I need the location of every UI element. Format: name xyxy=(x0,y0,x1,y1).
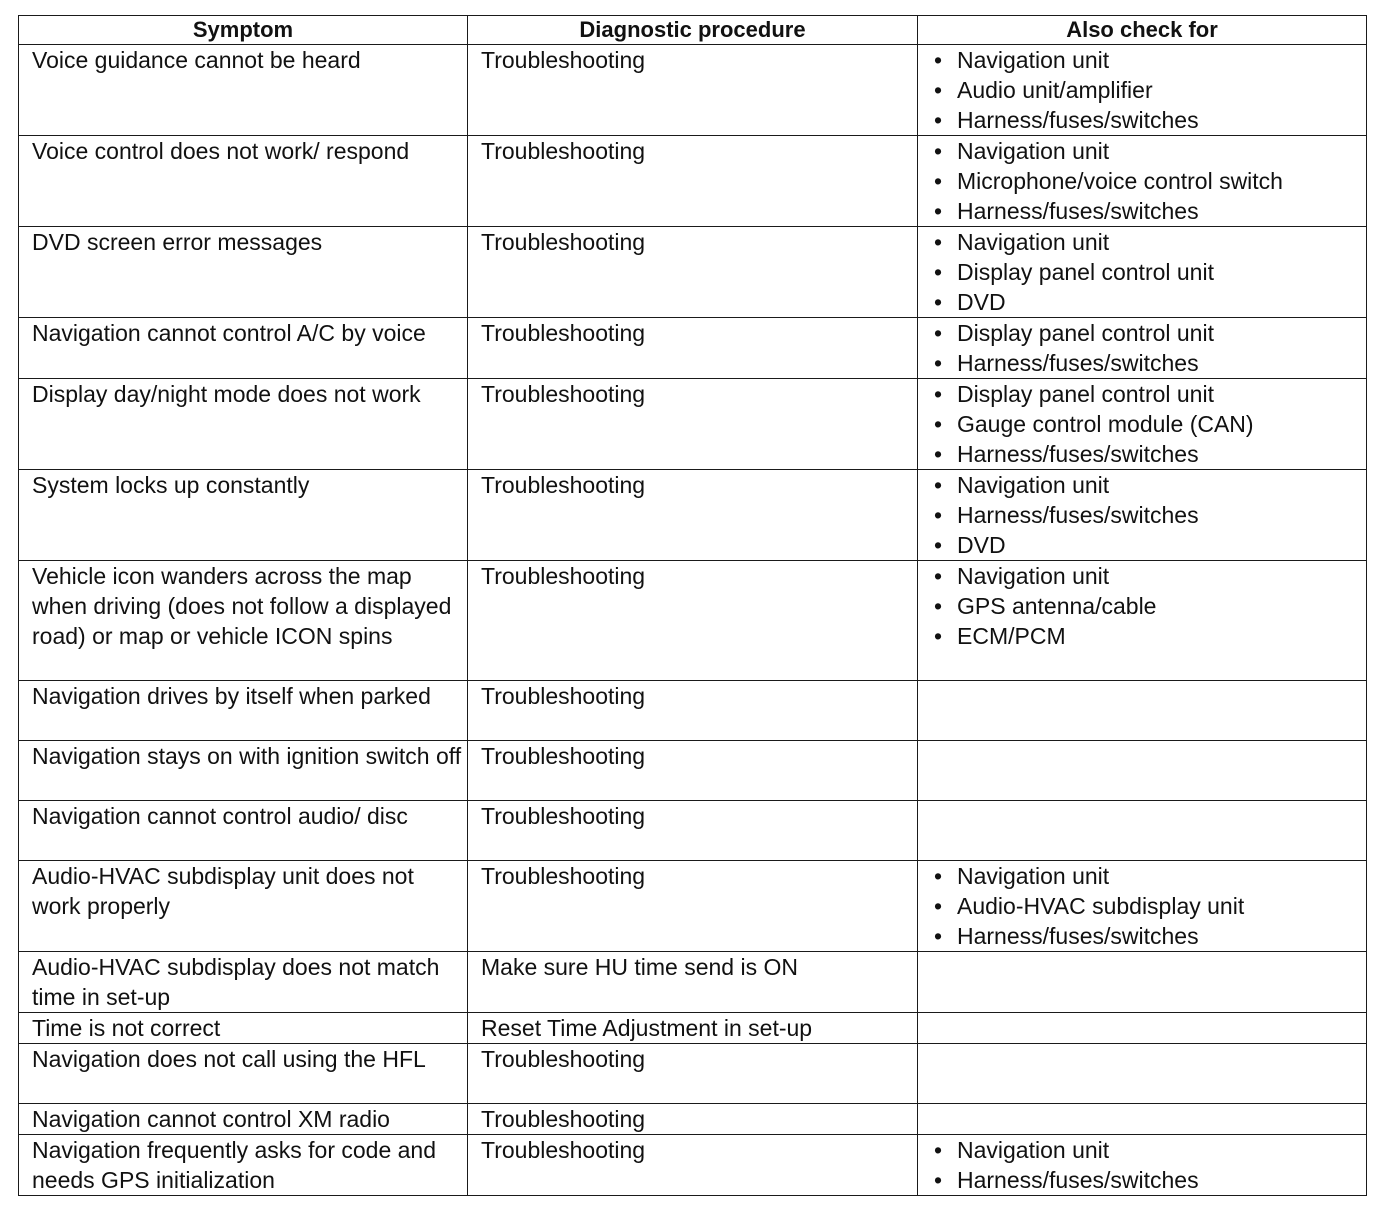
procedure-cell: Troubleshooting xyxy=(468,741,918,801)
troubleshooting-table-container xyxy=(18,15,1366,1196)
procedure-cell: Reset Time Adjustment in set-up xyxy=(468,1013,918,1044)
table-body xyxy=(19,45,1367,1196)
also-check-cell xyxy=(918,741,1367,801)
procedure-cell: Troubleshooting xyxy=(468,227,918,318)
symptom-cell: Time is not correct xyxy=(19,1013,468,1044)
also-check-cell xyxy=(918,561,1367,681)
also-check-list xyxy=(932,861,1366,951)
procedure-cell: Troubleshooting xyxy=(468,561,918,681)
table-row xyxy=(19,741,1367,801)
table-row xyxy=(19,227,1367,318)
table-row xyxy=(19,470,1367,561)
symptom-cell: Navigation drives by itself when parked xyxy=(19,681,468,741)
table-row xyxy=(19,561,1367,681)
procedure-cell: Troubleshooting xyxy=(468,1044,918,1104)
also-check-item: • Display panel control unit xyxy=(932,318,1366,348)
also-check-list xyxy=(932,227,1366,317)
also-check-list xyxy=(932,1135,1366,1195)
also-check-item: • Harness/fuses/switches xyxy=(932,348,1366,378)
also-check-item: • GPS antenna/cable xyxy=(932,591,1366,621)
symptom-cell: Navigation cannot control A/C by voice xyxy=(19,318,468,379)
header-symptom: Symptom xyxy=(19,16,468,45)
also-check-item: • Audio-HVAC subdisplay unit xyxy=(932,891,1366,921)
symptom-cell: Display day/night mode does not work xyxy=(19,379,468,470)
symptom-cell: Audio-HVAC subdisplay unit does not work properly xyxy=(19,861,468,952)
also-check-item: • Microphone/voice control switch xyxy=(932,166,1366,196)
also-check-cell xyxy=(918,136,1367,227)
table-row xyxy=(19,1013,1367,1044)
procedure-cell: Troubleshooting xyxy=(468,801,918,861)
also-check-item: • Display panel control unit xyxy=(932,379,1366,409)
also-check-item: • Harness/fuses/switches xyxy=(932,1165,1366,1195)
troubleshooting-table xyxy=(18,15,1367,1196)
also-check-list xyxy=(932,561,1366,651)
procedure-cell: Troubleshooting xyxy=(468,379,918,470)
table-row xyxy=(19,1044,1367,1104)
table-row xyxy=(19,1135,1367,1196)
table-row xyxy=(19,861,1367,952)
also-check-cell xyxy=(918,227,1367,318)
procedure-cell: Troubleshooting xyxy=(468,45,918,136)
also-check-list xyxy=(932,136,1366,226)
also-check-cell xyxy=(918,952,1367,1013)
also-check-item: • Navigation unit xyxy=(932,227,1366,257)
also-check-item: • Harness/fuses/switches xyxy=(932,105,1366,135)
procedure-cell: Troubleshooting xyxy=(468,1135,918,1196)
procedure-cell: Troubleshooting xyxy=(468,470,918,561)
procedure-cell: Troubleshooting xyxy=(468,318,918,379)
procedure-cell: Troubleshooting xyxy=(468,136,918,227)
symptom-cell: Navigation cannot control XM radio xyxy=(19,1104,468,1135)
header-row xyxy=(19,16,1367,45)
header-also-check-for: Also check for xyxy=(918,16,1367,45)
table-row xyxy=(19,952,1367,1013)
also-check-item: • Harness/fuses/switches xyxy=(932,500,1366,530)
table-row xyxy=(19,318,1367,379)
also-check-cell xyxy=(918,1044,1367,1104)
table-row xyxy=(19,801,1367,861)
also-check-list xyxy=(932,470,1366,560)
procedure-cell: Troubleshooting xyxy=(468,681,918,741)
procedure-cell: Troubleshooting xyxy=(468,1104,918,1135)
also-check-item: • Harness/fuses/switches xyxy=(932,439,1366,469)
also-check-cell xyxy=(918,681,1367,741)
also-check-cell xyxy=(918,45,1367,136)
also-check-cell xyxy=(918,1135,1367,1196)
also-check-item: • Navigation unit xyxy=(932,470,1366,500)
also-check-item: • DVD xyxy=(932,287,1366,317)
procedure-cell: Make sure HU time send is ON xyxy=(468,952,918,1013)
symptom-cell: Navigation does not call using the HFL xyxy=(19,1044,468,1104)
also-check-item: • Harness/fuses/switches xyxy=(932,196,1366,226)
also-check-item: • Navigation unit xyxy=(932,561,1366,591)
table-row xyxy=(19,45,1367,136)
also-check-item: • DVD xyxy=(932,530,1366,560)
also-check-cell xyxy=(918,1013,1367,1044)
also-check-cell xyxy=(918,861,1367,952)
also-check-item: • Audio unit/amplifier xyxy=(932,75,1366,105)
symptom-cell: System locks up constantly xyxy=(19,470,468,561)
also-check-cell xyxy=(918,379,1367,470)
symptom-cell: Voice guidance cannot be heard xyxy=(19,45,468,136)
symptom-cell: Voice control does not work/ respond xyxy=(19,136,468,227)
also-check-cell xyxy=(918,318,1367,379)
symptom-cell: Audio-HVAC subdisplay does not match time in set-up xyxy=(19,952,468,1013)
also-check-cell xyxy=(918,470,1367,561)
symptom-cell: Navigation frequently asks for code and needs GPS initialization xyxy=(19,1135,468,1196)
also-check-list xyxy=(932,379,1366,469)
also-check-item: • Navigation unit xyxy=(932,1135,1366,1165)
table-row xyxy=(19,1104,1367,1135)
symptom-cell: DVD screen error messages xyxy=(19,227,468,318)
table-row xyxy=(19,379,1367,470)
symptom-cell: Navigation stays on with ignition switch off xyxy=(19,741,468,801)
table-row xyxy=(19,681,1367,741)
also-check-item: • Gauge control module (CAN) xyxy=(932,409,1366,439)
also-check-item: • Navigation unit xyxy=(932,136,1366,166)
header-diagnostic-procedure: Diagnostic procedure xyxy=(468,16,918,45)
also-check-list xyxy=(932,45,1366,135)
also-check-item: • ECM/PCM xyxy=(932,621,1366,651)
symptom-cell: Vehicle icon wanders across the map when driving (does not follow a displayed road) or map or vehicle ICON spins xyxy=(19,561,468,681)
also-check-item: • Harness/fuses/switches xyxy=(932,921,1366,951)
also-check-item: • Navigation unit xyxy=(932,861,1366,891)
also-check-cell xyxy=(918,801,1367,861)
also-check-item: • Navigation unit xyxy=(932,45,1366,75)
also-check-cell xyxy=(918,1104,1367,1135)
table-row xyxy=(19,136,1367,227)
also-check-item: • Display panel control unit xyxy=(932,257,1366,287)
procedure-cell: Troubleshooting xyxy=(468,861,918,952)
also-check-list xyxy=(932,318,1366,378)
symptom-cell: Navigation cannot control audio/ disc xyxy=(19,801,468,861)
